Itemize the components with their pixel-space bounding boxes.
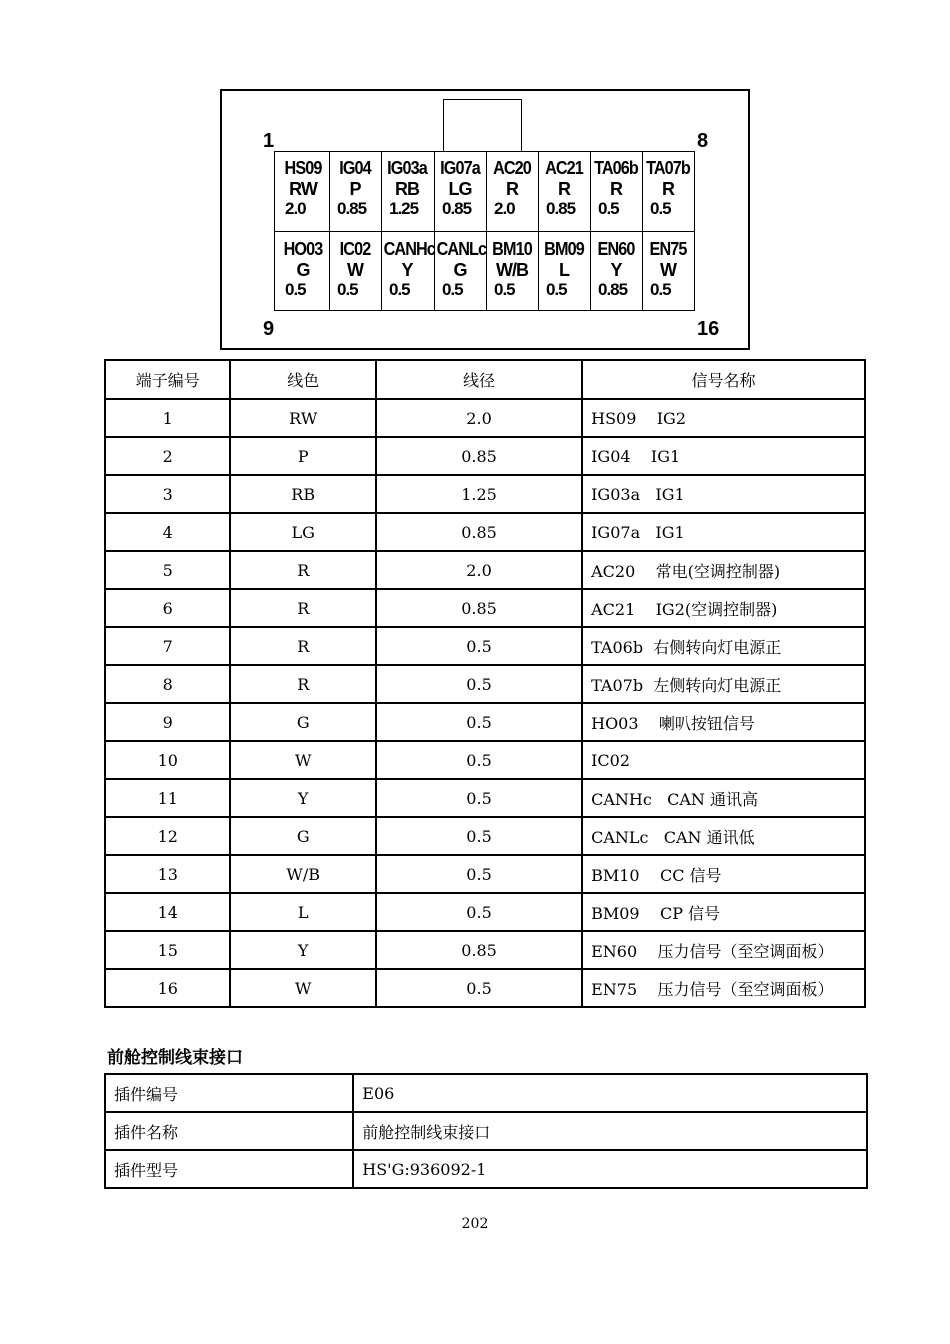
cell-wire-color: Y	[230, 931, 375, 969]
bottom-row-cavity	[381, 240, 433, 298]
cell-wire-gauge: 0.5	[376, 627, 582, 665]
cavity-gauge: 0.85	[442, 199, 472, 218]
cavity-color: R	[558, 179, 570, 199]
cavity-signal: IG04	[339, 158, 371, 178]
cavity-gauge: 0.5	[650, 199, 671, 218]
cell-signal-name: EN75 压力信号（至空调面板）	[582, 969, 865, 1007]
table-row	[105, 741, 865, 779]
cavity-signal: BM10	[492, 239, 532, 259]
cavity-gauge: 0.85	[546, 199, 576, 218]
cell-signal-name: CANHc CAN 通讯高	[582, 779, 865, 817]
pin-definition-table	[104, 359, 866, 1008]
cavity-signal: HO03	[283, 239, 323, 259]
cell-terminal-number: 14	[105, 893, 230, 931]
cavity-signal: CANLc	[436, 239, 487, 259]
cell-terminal-number: 11	[105, 779, 230, 817]
cavity-color: RB	[395, 179, 419, 199]
header-wire-gauge: 线径	[376, 360, 582, 399]
cavity-color: R	[506, 179, 518, 199]
table-row	[105, 855, 865, 893]
cell-wire-gauge: 0.85	[376, 931, 582, 969]
cavity-signal: IG03a	[387, 158, 427, 178]
cell-wire-gauge: 0.85	[376, 437, 582, 475]
table-row	[105, 437, 865, 475]
info-value: HS'G:936092-1	[353, 1150, 867, 1188]
cell-terminal-number: 4	[105, 513, 230, 551]
cell-terminal-number: 10	[105, 741, 230, 779]
cell-terminal-number: 2	[105, 437, 230, 475]
cell-terminal-number: 9	[105, 703, 230, 741]
table-row	[105, 817, 865, 855]
cell-wire-color: W/B	[230, 855, 375, 893]
cell-signal-name: CANLc CAN 通讯低	[582, 817, 865, 855]
pin-label-last-top: 8	[697, 130, 709, 152]
cavity-color: W/B	[496, 260, 528, 280]
cavity-gauge: 0.5	[389, 280, 410, 299]
cell-terminal-number: 12	[105, 817, 230, 855]
section-title: 前舱控制线束接口	[107, 1048, 243, 1068]
cell-wire-gauge: 0.5	[376, 817, 582, 855]
cavity-signal: AC21	[545, 158, 583, 178]
cell-signal-name: IG04 IG1	[582, 437, 865, 475]
cell-wire-gauge: 0.5	[376, 969, 582, 1007]
cell-signal-name: BM09 CP 信号	[582, 893, 865, 931]
cell-signal-name: IC02	[582, 741, 865, 779]
cavity-color: R	[662, 179, 674, 199]
cavity-gauge: 2.0	[285, 199, 306, 218]
bottom-row-cavity	[329, 240, 381, 298]
cell-wire-gauge: 0.5	[376, 855, 582, 893]
cell-terminal-number: 15	[105, 931, 230, 969]
cell-terminal-number: 16	[105, 969, 230, 1007]
info-row	[105, 1150, 867, 1188]
top-row-cavity	[329, 159, 381, 217]
cavity-gauge: 0.85	[337, 199, 367, 218]
table-row	[105, 551, 865, 589]
table-row	[105, 475, 865, 513]
pin-label-first-top: 1	[263, 130, 275, 152]
top-row-cavity	[434, 159, 486, 217]
cell-wire-color: G	[230, 703, 375, 741]
cavity-signal: HS09	[284, 158, 322, 178]
info-value: 前舱控制线束接口	[353, 1112, 867, 1150]
cavity-signal: TA06b	[594, 158, 638, 178]
info-value: E06	[353, 1074, 867, 1112]
cell-terminal-number: 7	[105, 627, 230, 665]
cell-terminal-number: 8	[105, 665, 230, 703]
top-row-cavity	[642, 159, 694, 217]
cavity-signal: IG07a	[440, 158, 480, 178]
cavity-color: Y	[401, 260, 413, 280]
info-label: 插件名称	[105, 1112, 353, 1150]
cell-signal-name: HS09 IG2	[582, 399, 865, 437]
pin-label-last-bottom: 16	[697, 318, 720, 340]
bottom-row-cavity	[538, 240, 590, 298]
bottom-row-cavity	[642, 240, 694, 298]
cell-signal-name: EN60 压力信号（至空调面板）	[582, 931, 865, 969]
cell-signal-name: AC20 常电(空调控制器)	[582, 551, 865, 589]
cavity-gauge: 0.85	[598, 280, 628, 299]
table-row	[105, 969, 865, 1007]
connector-row-divider	[274, 231, 695, 232]
info-label: 插件型号	[105, 1150, 353, 1188]
cell-wire-color: P	[230, 437, 375, 475]
table-row	[105, 931, 865, 969]
cell-wire-color: L	[230, 893, 375, 931]
top-row-cavity	[486, 159, 538, 217]
cavity-gauge: 0.5	[546, 280, 567, 299]
cavity-color: L	[559, 260, 569, 280]
bottom-row-cavity	[590, 240, 642, 298]
table-row	[105, 665, 865, 703]
header-terminal-number: 端子编号	[105, 360, 230, 399]
cell-wire-color: R	[230, 589, 375, 627]
top-row-cavity	[590, 159, 642, 217]
cavity-color: W	[347, 260, 363, 280]
cell-terminal-number: 1	[105, 399, 230, 437]
cell-wire-color: R	[230, 551, 375, 589]
cell-signal-name: TA06b 右侧转向灯电源正	[582, 627, 865, 665]
top-row-cavity	[538, 159, 590, 217]
cell-wire-gauge: 0.85	[376, 589, 582, 627]
connector-info-table	[104, 1073, 868, 1189]
cavity-gauge: 0.5	[442, 280, 463, 299]
table-row	[105, 513, 865, 551]
cell-wire-color: W	[230, 969, 375, 1007]
cell-terminal-number: 3	[105, 475, 230, 513]
info-row	[105, 1112, 867, 1150]
cavity-signal: EN75	[649, 239, 687, 259]
cell-signal-name: HO03 喇叭按钮信号	[582, 703, 865, 741]
cell-signal-name: TA07b 左侧转向灯电源正	[582, 665, 865, 703]
cavity-color: P	[349, 179, 361, 199]
cell-wire-gauge: 1.25	[376, 475, 582, 513]
table-row	[105, 703, 865, 741]
cell-wire-gauge: 0.85	[376, 513, 582, 551]
cavity-signal: AC20	[493, 158, 531, 178]
cavity-signal: TA07b	[646, 158, 690, 178]
cell-wire-color: RB	[230, 475, 375, 513]
cell-wire-color: R	[230, 627, 375, 665]
cell-signal-name: IG07a IG1	[582, 513, 865, 551]
cell-wire-gauge: 2.0	[376, 399, 582, 437]
header-signal-name: 信号名称	[582, 360, 865, 399]
cell-signal-name: BM10 CC 信号	[582, 855, 865, 893]
cell-terminal-number: 13	[105, 855, 230, 893]
cavity-gauge: 2.0	[494, 199, 515, 218]
cell-wire-gauge: 2.0	[376, 551, 582, 589]
cell-wire-color: LG	[230, 513, 375, 551]
header-wire-color: 线色	[230, 360, 375, 399]
table-row	[105, 779, 865, 817]
connector-latch-key	[443, 99, 522, 151]
cell-wire-color: RW	[230, 399, 375, 437]
pin-label-first-bottom: 9	[263, 318, 275, 340]
cavity-color: W	[660, 260, 676, 280]
top-row-cavity	[381, 159, 433, 217]
cell-wire-gauge: 0.5	[376, 703, 582, 741]
cavity-color: LG	[448, 179, 472, 199]
cell-wire-gauge: 0.5	[376, 665, 582, 703]
table-row	[105, 399, 865, 437]
bottom-row-cavity	[486, 240, 538, 298]
cavity-color: RW	[289, 179, 317, 199]
bottom-row-cavity	[277, 240, 329, 298]
top-row-cavity	[277, 159, 329, 217]
cell-wire-gauge: 0.5	[376, 741, 582, 779]
cell-wire-color: W	[230, 741, 375, 779]
cell-terminal-number: 6	[105, 589, 230, 627]
cavity-gauge: 0.5	[494, 280, 515, 299]
cell-wire-color: Y	[230, 779, 375, 817]
info-label: 插件编号	[105, 1074, 353, 1112]
cavity-signal: BM09	[544, 239, 584, 259]
cavity-gauge: 0.5	[598, 199, 619, 218]
cell-terminal-number: 5	[105, 551, 230, 589]
info-row	[105, 1074, 867, 1112]
cell-signal-name: AC21 IG2(空调控制器)	[582, 589, 865, 627]
cavity-signal: CANHc	[383, 239, 435, 259]
cell-wire-gauge: 0.5	[376, 779, 582, 817]
cavity-color: G	[453, 260, 467, 280]
bottom-row-cavity	[434, 240, 486, 298]
cell-wire-color: G	[230, 817, 375, 855]
cavity-color: R	[610, 179, 622, 199]
cavity-gauge: 0.5	[337, 280, 358, 299]
cell-wire-gauge: 0.5	[376, 893, 582, 931]
cavity-signal: IC02	[339, 239, 371, 259]
cell-wire-color: R	[230, 665, 375, 703]
cavity-gauge: 0.5	[650, 280, 671, 299]
cavity-gauge: 1.25	[389, 199, 419, 218]
cavity-color: G	[296, 260, 310, 280]
table-row	[105, 627, 865, 665]
table-header-row	[105, 360, 865, 399]
cavity-signal: EN60	[597, 239, 635, 259]
page-number: 202	[461, 1216, 489, 1232]
table-row	[105, 589, 865, 627]
table-row	[105, 893, 865, 931]
cavity-gauge: 0.5	[285, 280, 306, 299]
cell-signal-name: IG03a IG1	[582, 475, 865, 513]
cavity-color: Y	[610, 260, 622, 280]
